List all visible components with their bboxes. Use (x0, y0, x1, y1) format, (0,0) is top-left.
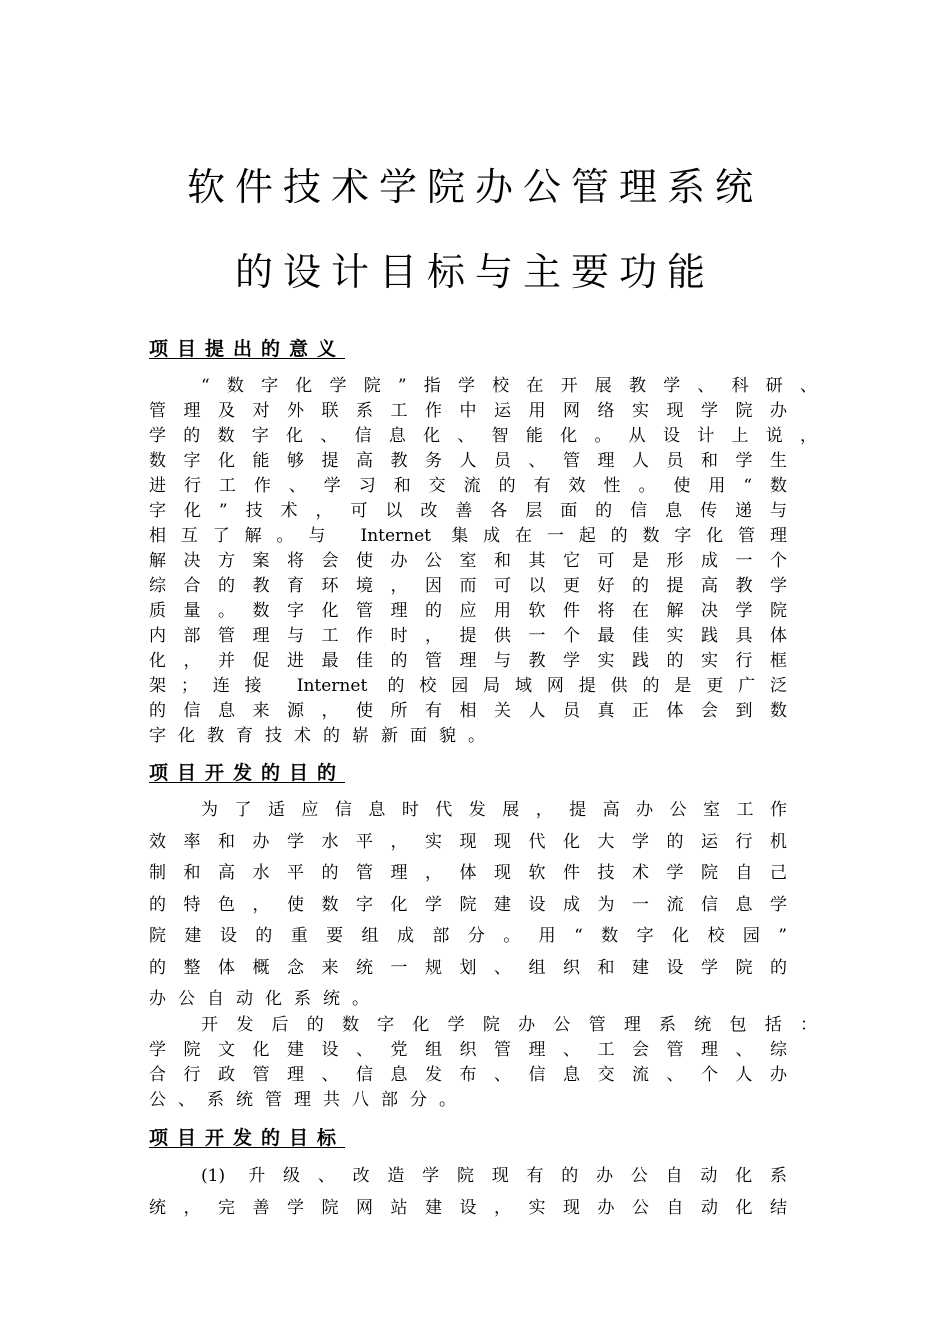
paragraph-line: 的信息来源，使所有相关人员真正体会到数 (149, 701, 787, 721)
paragraph-purpose (149, 795, 787, 1016)
section-heading-significance: 项目提出的意义 (149, 338, 346, 360)
paragraph-system-parts (149, 1013, 817, 1113)
paragraph-line: 化，并促进最佳的管理与教学实践的实行框 (149, 651, 787, 671)
paragraph-line: 字化”技术，可以改善各层面的信息传递与 (149, 501, 787, 521)
paragraph-line: 解决方案将会使办公室和其它可是形成一个 (149, 551, 787, 571)
paragraph-line: 字化教育技术的崭新面貌。 (149, 726, 497, 746)
section-heading-purpose: 项目开发的目的 (149, 762, 346, 784)
document-title-line-2: 的设计目标与主要功能 (234, 250, 715, 294)
paragraph-line: 内部管理与工作时，提供一个最佳实践具体 (149, 626, 787, 646)
paragraph-significance (149, 374, 817, 749)
paragraph-line: 学院文化建设、党组织管理、工会管理、综 (149, 1040, 787, 1060)
paragraph-line: 制和高水平的管理，体现软件技术学院自己 (149, 863, 787, 883)
paragraph-line: 的特色，使数字化学院建设成为一流信息学 (149, 894, 787, 915)
paragraph-line: 合行政管理、信息发布、信息交流、个人办 (149, 1065, 787, 1085)
paragraph-line: 统，完善学院网站建设，实现办公自动化结 (149, 1197, 787, 1218)
paragraph-line: 办公自动化系统。 (149, 989, 381, 1009)
paragraph-goals (149, 1161, 787, 1224)
paragraph-line: 数字化能够提高教务人员、管理人员和学生 (149, 451, 787, 471)
paragraph-line: 开发后的数字化学院办公管理系统包括： (201, 1015, 817, 1035)
paragraph-line: 的整体概念来统一规划、组织和建设学院的 (149, 957, 787, 978)
paragraph-line: 学的数字化、信息化、智能化。从设计上说， (149, 426, 817, 446)
paragraph-line: 综合的教育环境，因而可以更好的提高教学 (149, 576, 787, 596)
paragraph-line: 效率和办学水平，实现现代化大学的运行机 (149, 831, 787, 852)
paragraph-line: 相互了解。与 Internet 集成在一起的数字化管理 (149, 526, 787, 546)
paragraph-line: 管理及对外联系工作中运用网络实现学院办 (149, 401, 787, 421)
paragraph-line: 公、系统管理共八部分。 (149, 1090, 468, 1110)
paragraph-line: 进行工作、学习和交流的有效性。使用“数 (149, 476, 787, 496)
paragraph-line: (1) 升级、改造学院现有的办公自动化系 (201, 1166, 787, 1186)
paragraph-line: 架；连接 Internet 的校园局域网提供的是更广泛 (149, 676, 787, 696)
section-heading-goals: 项目开发的目标 (149, 1127, 346, 1149)
paragraph-line: 为了适应信息时代发展，提高办公室工作 (201, 800, 787, 820)
paragraph-line: 质量。数字化管理的应用软件将在解决学院 (149, 601, 787, 621)
paragraph-line: “数字化学院”指学校在开展教学、科研、 (201, 376, 817, 396)
paragraph-line: 院建设的重要组成部分。用“数字化校园” (149, 926, 787, 946)
document-title-line-1: 软件技术学院办公管理系统 (186, 165, 763, 209)
